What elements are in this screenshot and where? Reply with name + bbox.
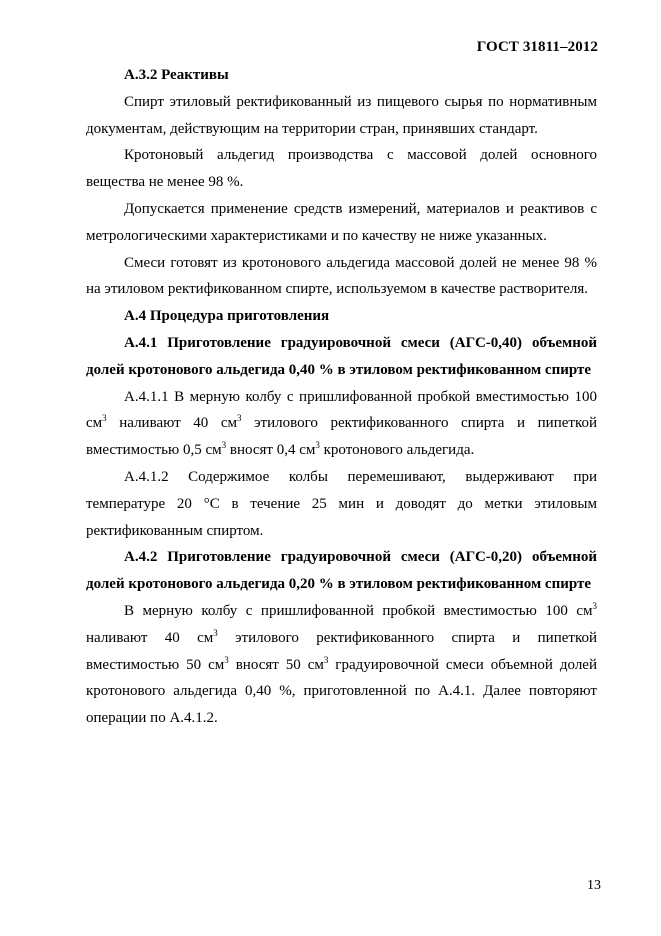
paragraph-a411: А.4.1.1 В мерную колбу с пришлифованной пробкой вместимостью 100 $см^3$ наливают 40 $см^3$ этилового ректификованного спирта и пипеткой вместимостью 0,5 $см^3$ вносят 0,4 $см^3$ кротонового альдегида. xyxy=(86,388,597,459)
paragraph-ethanol: Спирт этиловый ректификованный из пищевого сырья по нормативным документам, действующим на территории стран, принявших стандарт. xyxy=(86,93,597,137)
paragraph-substitutes: Допускается применение средств измерений, материалов и реактивов с метрологическими характеристиками и по качеству не ниже указанных. xyxy=(86,200,597,244)
document-body xyxy=(86,62,597,732)
paragraph-mixtures: Смеси готовят из кротонового альдегида массовой долей не менее 98 % на этиловом ректификованном спирте, используемом в качестве растворителя. xyxy=(86,254,597,298)
paragraph-crotonaldehyde: Кротоновый альдегид производства с массовой долей основного вещества не менее 98 %. xyxy=(86,147,597,191)
paragraph-a42: В мерную колбу с пришлифованной пробкой вместимостью 100 $см^3$ наливают 40 $см^3$ этилового ректификованного спирта и пипеткой вместимостью 50 $см^3$ вносят 50 $см^3$ градуировочной смеси объемной долей кротонового альдегида 0,40 %, приготовленной по А.4.1. Далее повторяют операции по А.4.1.2. xyxy=(86,600,597,727)
section-heading-a41: А.4.1 Приготовление градуировочной смеси (АГС-0,40) объемной долей кротонового альдегида 0,40 % в этиловом ректификованном спирте xyxy=(86,334,597,378)
paragraph-a412: А.4.1.2 Содержимое колбы перемешивают, выдерживают при температуре 20 °С в течение 25 мин и доводят до метки этиловым ректификованным спиртом. xyxy=(86,468,597,539)
page-number: 13 xyxy=(587,878,601,893)
section-heading-a42: А.4.2 Приготовление градуировочной смеси (АГС-0,20) объемной долей кротонового альдегида 0,20 % в этиловом ректификованном спирте xyxy=(86,549,597,593)
standard-header: ГОСТ 31811–2012 xyxy=(476,39,598,55)
section-heading-a4: А.4 Процедура приготовления xyxy=(124,308,330,325)
section-heading-a32: А.3.2 Реактивы xyxy=(124,67,229,83)
